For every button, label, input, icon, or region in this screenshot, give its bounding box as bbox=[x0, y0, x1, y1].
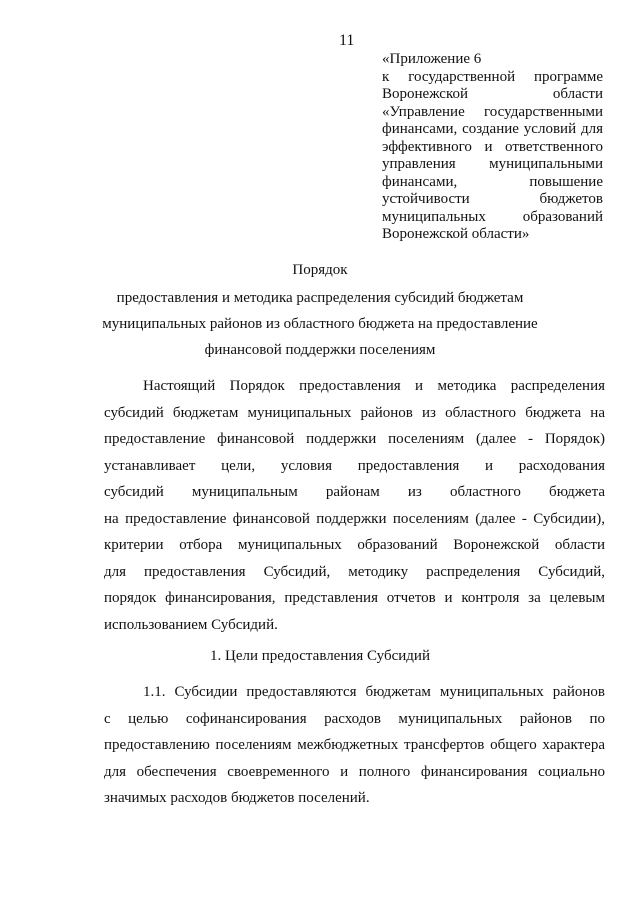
section-heading: 1. Цели предоставления Субсидий bbox=[210, 648, 430, 664]
paragraph-line: для обеспечения своевременного и полного финансирования социально bbox=[104, 763, 605, 780]
paragraph-line: с целью софинансирования расходов муниципальных районов по bbox=[104, 710, 605, 727]
appendix-line: Воронежской области» bbox=[382, 226, 530, 242]
paragraph-line: на предоставление финансовой поддержки поселениям (далее - Субсидии), bbox=[104, 510, 605, 527]
document-title: Порядок bbox=[292, 262, 348, 278]
appendix-block bbox=[382, 51, 603, 244]
document-subtitle-line: финансовой поддержки поселениям bbox=[204, 342, 436, 358]
paragraph-line: для предоставления Субсидий, методику распределения Субсидий, bbox=[104, 563, 605, 580]
paragraph-line: использованием Субсидий. bbox=[104, 616, 278, 633]
intro-paragraph bbox=[104, 376, 605, 641]
appendix-line: «Управление государственными bbox=[382, 103, 603, 120]
appendix-line: устойчивости бюджетов bbox=[382, 191, 603, 207]
section-paragraph bbox=[104, 682, 605, 815]
paragraph-line: устанавливает цели, условия предоставления и расходования bbox=[104, 457, 605, 474]
paragraph-line: 1.1. Субсидии предоставляются бюджетам муниципальных районов bbox=[143, 684, 605, 700]
paragraph-line: порядок финансирования, представления отчетов и контроля за целевым bbox=[104, 590, 605, 606]
appendix-line: управления муниципальными bbox=[382, 156, 603, 172]
appendix-line: финансами, повышение bbox=[382, 173, 603, 190]
paragraph-line: Настоящий Порядок предоставления и методика распределения bbox=[143, 378, 605, 394]
paragraph-line: субсидий муниципальным районам из областного бюджета bbox=[104, 484, 605, 500]
page-number: 11 bbox=[339, 32, 355, 49]
paragraph-line: предоставление финансовой поддержки поселениям (далее - Порядок) bbox=[104, 431, 605, 447]
appendix-line: финансами, создание условий для bbox=[382, 121, 603, 137]
appendix-line: муниципальных образований bbox=[382, 208, 603, 225]
paragraph-line: предоставлению поселениям межбюджетных трансфертов общего характера bbox=[104, 737, 605, 753]
appendix-line: к государственной программе bbox=[382, 68, 603, 85]
paragraph-line: субсидий бюджетам муниципальных районов из областного бюджета на bbox=[104, 404, 605, 421]
document-subtitle-line: муниципальных районов из областного бюджета на предоставление bbox=[102, 316, 538, 332]
appendix-line: «Приложение 6 bbox=[382, 51, 482, 67]
appendix-line: эффективного и ответственного bbox=[382, 138, 603, 155]
paragraph-line: критерии отбора муниципальных образований Воронежской области bbox=[104, 537, 605, 553]
appendix-line: Воронежской области bbox=[382, 86, 603, 102]
document-subtitle-line: предоставления и методика распределения субсидий бюджетам bbox=[116, 290, 524, 306]
paragraph-line: значимых расходов бюджетов поселений. bbox=[104, 790, 370, 806]
